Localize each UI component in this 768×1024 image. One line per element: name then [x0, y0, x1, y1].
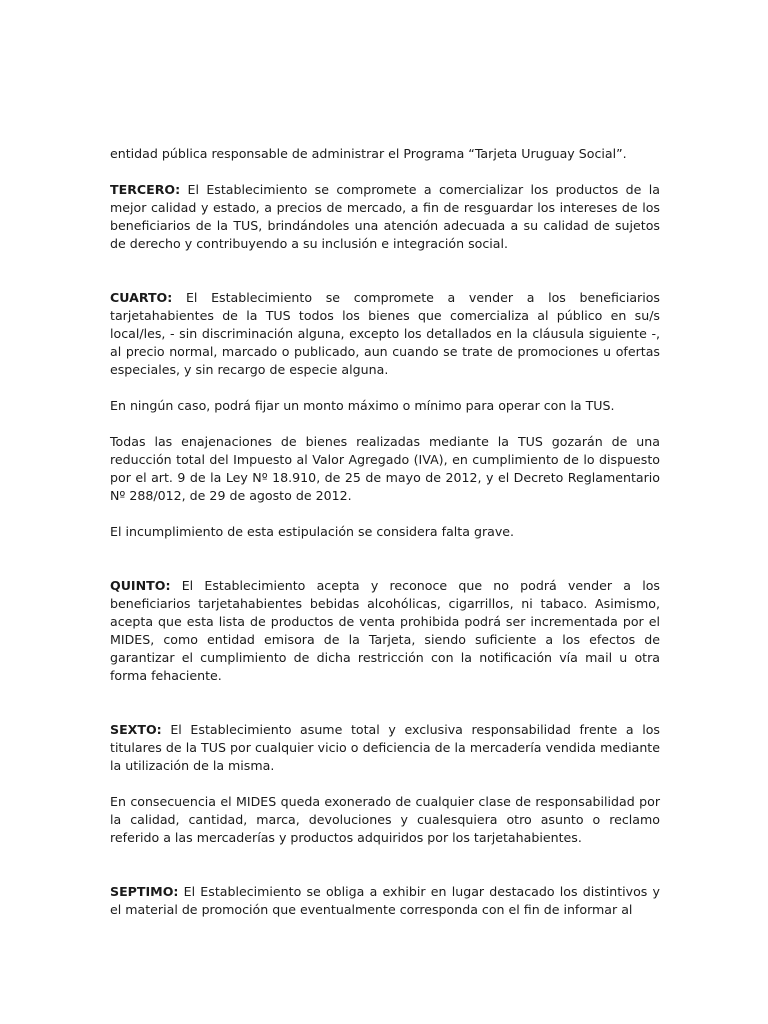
clause-text: El Establecimiento se compromete a comercializar los productos de la mejor calidad y estado, a precios de mercado, a fin de resguardar los intereses de los beneficiarios de la TUS, brindándoles una atención adecuada a su calidad de sujetos de derecho y contribuyendo a su inclusión e integración social.: [110, 182, 660, 251]
paragraph-exoneracion: [110, 793, 660, 847]
clause-heading: TERCERO:: [110, 182, 181, 197]
clause-heading: SEXTO:: [110, 722, 162, 737]
clause-cuarto: [110, 289, 660, 379]
paragraph-intro: [110, 145, 660, 163]
paragraph-text: entidad pública responsable de administrar el Programa “Tarjeta Uruguay Social”.: [110, 146, 627, 161]
clause-heading: SEPTIMO:: [110, 884, 179, 899]
paragraph-text: Todas las enajenaciones de bienes realizadas mediante la TUS gozarán de una reducción total del Impuesto al Valor Agregado (IVA), en cumplimiento de lo dispuesto por el art. 9 de la Ley Nº 18.910, de 25 de mayo de 2012, y el Decreto Reglamentario Nº 288/012, de 29 de agosto de 2012.: [110, 434, 660, 503]
paragraph-monto: [110, 397, 660, 415]
clause-text: El Establecimiento asume total y exclusiva responsabilidad frente a los titulares de la TUS por cualquier vicio o deficiencia de la mercadería vendida mediante la utilización de la misma.: [110, 722, 660, 773]
paragraph-iva: [110, 433, 660, 505]
paragraph-text: En consecuencia el MIDES queda exonerado de cualquier clase de responsabilidad por la calidad, cantidad, marca, devoluciones y cualesquiera otro asunto o reclamo referido a las mercaderías y productos adquiridos por los tarjetahabientes.: [110, 794, 660, 845]
clause-septimo: [110, 883, 660, 919]
clause-tercero: [110, 181, 660, 253]
clause-text: El Establecimiento se compromete a vender a los beneficiarios tarjetahabientes de la TUS todos los bienes que comercializa al público en su/s local/les, - sin discriminación alguna, excepto los detallados en la cláusula siguiente -, al precio normal, marcado o publicado, aun cuando se trate de promociones u ofertas especiales, y sin recargo de especie alguna.: [110, 290, 660, 377]
clause-heading: QUINTO:: [110, 578, 171, 593]
paragraph-text: El incumplimiento de esta estipulación se considera falta grave.: [110, 524, 515, 539]
clause-heading: CUARTO:: [110, 290, 173, 305]
clause-sexto: [110, 721, 660, 775]
paragraph-falta-grave: [110, 523, 660, 541]
clause-text: El Establecimiento acepta y reconoce que no podrá vender a los beneficiarios tarjetahabientes bebidas alcohólicas, cigarrillos, ni tabaco. Asimismo, acepta que esta lista de productos de venta prohibida podrá ser incrementada por el MIDES, como entidad emisora de la Tarjeta, siendo suficiente a los efectos de garantizar el cumplimiento de dicha restricción con la notificación vía mail u otra forma fehaciente.: [110, 578, 660, 683]
clause-text: El Establecimiento se obliga a exhibir en lugar destacado los distintivos y el material de promoción que eventualmente corresponda con el fin de informar al: [110, 884, 660, 917]
clause-quinto: [110, 577, 660, 685]
paragraph-text: En ningún caso, podrá fijar un monto máximo o mínimo para operar con la TUS.: [110, 398, 615, 413]
